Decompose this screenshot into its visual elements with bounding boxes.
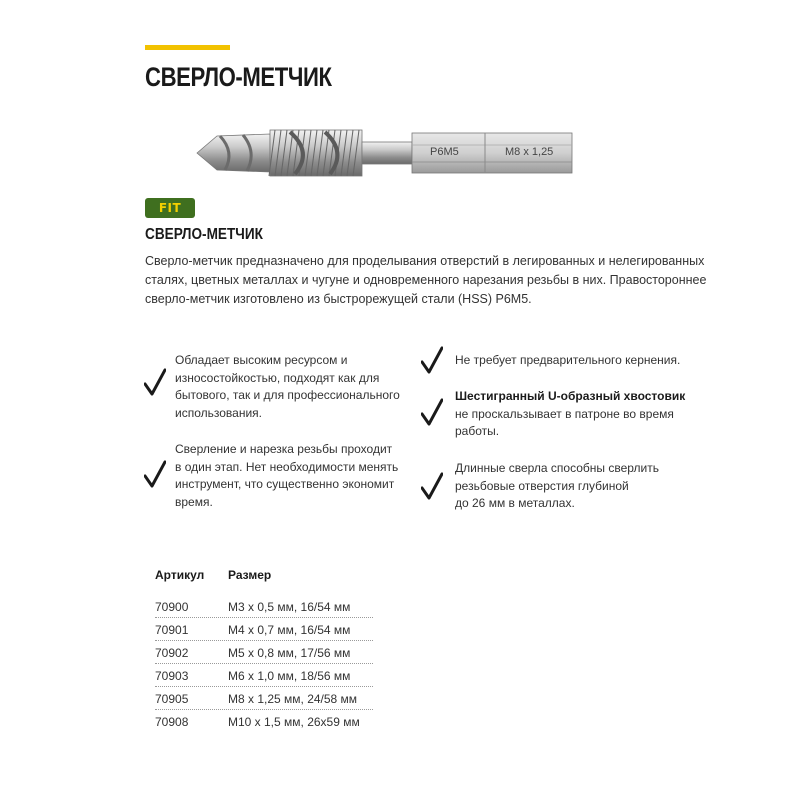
description-line: Сверло-метчик предназначено для проделывания отверстий в легированных и нелегированных <box>145 254 705 268</box>
shank-label-material: P6M5 <box>430 146 459 158</box>
feature-durability <box>175 352 400 422</box>
row-divider <box>155 709 373 710</box>
feature-text: время. <box>175 494 213 509</box>
checkmark-icon <box>421 398 443 426</box>
table-row <box>155 686 373 709</box>
feature-one-step <box>175 441 399 511</box>
shank-label-size: M8 x 1,25 <box>505 146 554 158</box>
feature-text: инструмент, что существенно экономит <box>175 477 395 492</box>
size-cell: М10 х 1,5 мм, 26х59 мм <box>228 715 360 729</box>
fit-logo <box>145 198 195 218</box>
feature-text: износостойкостью, подходят как для <box>175 370 380 385</box>
feature-text: бытового, так и для профессионального <box>175 388 400 403</box>
checkmark-icon <box>421 346 443 374</box>
feature-bold-text: Шестигранный U-образный хвостовик <box>455 389 686 403</box>
checkmark-icon <box>421 472 443 500</box>
column-header-size: Размер <box>228 568 272 582</box>
article-cell: 70901 <box>155 623 189 637</box>
feature-text: до 26 мм в металлах. <box>455 496 575 511</box>
table-row <box>155 594 373 617</box>
product-description <box>145 252 707 309</box>
feature-text: работы. <box>455 424 500 439</box>
row-divider <box>155 686 373 687</box>
article-cell: 70900 <box>155 600 189 614</box>
size-cell: М4 х 0,7 мм, 16/54 мм <box>228 623 351 637</box>
table-row <box>155 663 373 686</box>
row-divider <box>155 640 373 641</box>
article-cell: 70902 <box>155 646 189 660</box>
page-title: СВЕРЛО-МЕТЧИК <box>145 62 332 92</box>
table-row <box>155 617 373 640</box>
article-cell: 70903 <box>155 669 189 683</box>
feature-text: Сверление и нарезка резьбы проходит <box>175 442 393 456</box>
checkmark-icon <box>144 460 166 488</box>
feature-text: Длинные сверла способны сверлить <box>455 461 659 475</box>
table-row <box>155 640 373 663</box>
size-cell: М5 х 0,8 мм, 17/56 мм <box>228 646 351 660</box>
logo-text: FIT <box>158 201 182 215</box>
feature-text: использования. <box>175 405 262 420</box>
feature-no-punching <box>455 352 695 370</box>
size-cell: М8 х 1,25 мм, 24/58 мм <box>228 692 358 706</box>
feature-text: резьбовые отверстия глубиной <box>455 478 629 493</box>
title-accent-bar <box>145 45 230 50</box>
article-cell: 70908 <box>155 715 189 729</box>
feature-text: в один этап. Нет необходимости менять <box>175 459 399 474</box>
size-cell: М3 х 0,5 мм, 16/54 мм <box>228 600 351 614</box>
row-divider <box>155 617 373 618</box>
row-divider <box>155 663 373 664</box>
feature-long-drills <box>455 460 695 513</box>
size-cell: М6 х 1,0 мм, 18/56 мм <box>228 669 351 683</box>
feature-text: не проскальзывает в патроне во время <box>455 406 674 421</box>
feature-text: Обладает высоким ресурсом и <box>175 353 348 367</box>
article-cell: 70905 <box>155 692 189 706</box>
checkmark-icon <box>144 368 166 396</box>
feature-hex-shank <box>455 388 695 441</box>
section-title: СВЕРЛО-МЕТЧИК <box>145 226 263 243</box>
drill-tap-image <box>195 122 575 182</box>
description-line: сталях, цветных металлах и чугуне и одновременного нарезания резьбы в них. Правостороннее <box>145 273 707 287</box>
feature-text: Не требует предварительного кернения. <box>455 353 681 367</box>
description-line: сверло-метчик изготовлено из быстрорежущей стали (HSS) P6M5. <box>145 292 532 306</box>
column-header-article: Артикул <box>155 568 205 582</box>
table-row <box>155 709 373 732</box>
